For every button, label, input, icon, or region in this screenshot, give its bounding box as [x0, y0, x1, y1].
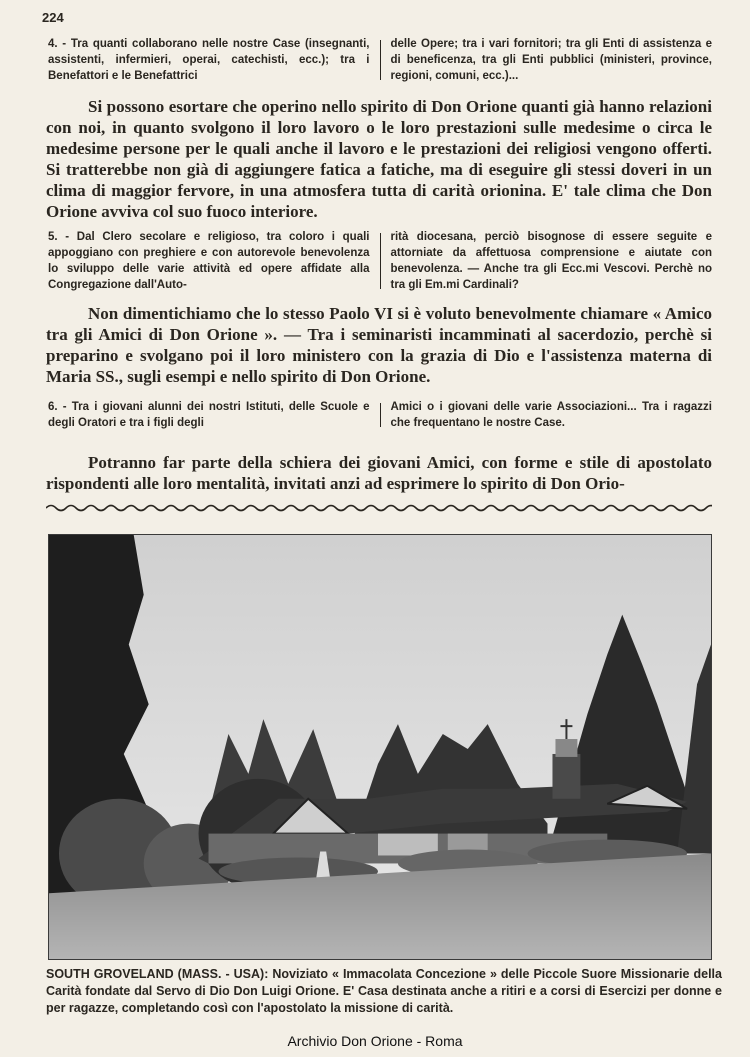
paragraph-3-text: Potranno far parte della schiera dei giovani Amici, con forme e stile di apostolato rispondenti alle loro mentalità, invitati anzi ad esprimere lo spirito di Don Orio-	[46, 453, 712, 493]
section-6-right: Amici o i giovani delle varie Associazioni... Tra i ragazzi che frequentano le nostre Case.	[390, 401, 712, 429]
paragraph-3	[46, 452, 712, 494]
house-photo	[48, 534, 712, 960]
paragraph-2-text: Non dimentichiamo che lo stesso Paolo VI si è voluto benevolmente chiamare « Amico tra gli Amici di Don Orione ». — Tra i seminaristi incamminati al sacerdozio, perchè si preparino e svolgano poi il loro ministero con la grazia di Dio e l'assistenza materna di Maria SS., sugli esempi e nello spirito di Don Orione.	[46, 304, 712, 386]
page-number: 224	[42, 10, 64, 25]
archive-footer: Archivio Don Orione - Roma	[287, 1033, 463, 1049]
section-5	[48, 229, 712, 293]
section-6-left: 6. - Tra i giovani alunni dei nostri Istituti, delle Scuole e degli Oratori e tra i figli degli	[48, 401, 370, 429]
section-4-left: 4. - Tra quanti collaborano nelle nostre Case (insegnanti, assistenti, infermieri, operai, catechisti, ecc.); tra i Benefattori e le Benefattrici	[48, 38, 370, 82]
paragraph-1	[46, 96, 712, 222]
paragraph-1-text: Si possono esortare che operino nello spirito di Don Orione quanti già hanno relazioni con noi, in quanto svolgono il loro lavoro o le loro prestazioni sulle medesime o circa le medesime persone per le quali anche il lavoro e le prestazioni dei religiosi vengono offerti. Si tratterebbe non già di aggiungere fatica a fatiche, ma di eseguire gli stessi doveri in un clima di maggior fervore, in una atmosfera tutta di carità orionina. E' tale clima che Don Orione avviva col suo fuoco interiore.	[46, 97, 712, 221]
section-5-right: rità diocesana, perciò bisognose di essere seguite e attorniate da affettuosa comprensione e aiutate con benevolenza. — Anche tra gli Ecc.mi Vescovi. Perchè no tra gli Em.mi Cardinali?	[390, 231, 712, 291]
section-4	[48, 36, 712, 84]
section-4-right: delle Opere; tra i vari fornitori; tra gli Enti di assistenza e di beneficenza, tra gli Enti pubblici (ministeri, province, regioni, comuni, ecc.)...	[390, 38, 712, 82]
section-6	[48, 399, 712, 431]
photo-caption	[46, 966, 722, 1017]
wavy-separator	[46, 501, 712, 515]
section-5-left: 5. - Dal Clero secolare e religioso, tra coloro i quali appoggiano con preghiere e con autorevole benevolenza lo sviluppo delle varie attività ed opere affidate alla Congregazione dall'Auto-	[48, 231, 370, 291]
caption-place: SOUTH GROVELAND (MASS. - USA):	[46, 967, 269, 981]
caption-text: Noviziato « Immacolata Concezione » delle Piccole Suore Missionarie della Carità fondate dal Servo di Dio Don Luigi Orione. E' Casa destinata anche a ritiri e a corsi di Esercizi per donne e per ragazze, completando così con l'apostolato la missione di carità.	[46, 967, 722, 1015]
paragraph-2	[46, 303, 712, 387]
